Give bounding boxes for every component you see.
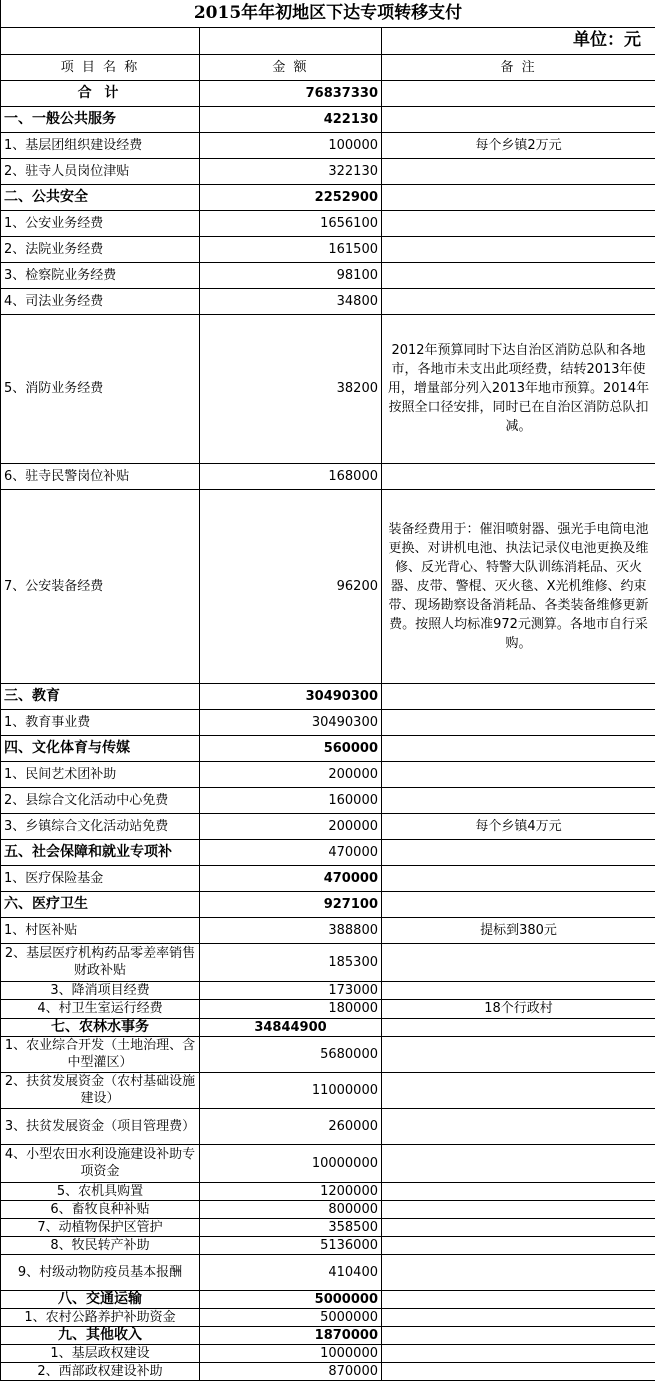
item-amount: 38200 (200, 314, 382, 463)
row-remark (382, 1018, 655, 1036)
row-remark (382, 981, 655, 999)
item-amount: 5680000 (200, 1036, 382, 1072)
item-amount: 5136000 (200, 1236, 382, 1254)
item-label: 3、扶贫发展资金（项目管理费） (1, 1108, 200, 1144)
row-remark (382, 1200, 655, 1218)
item-amount: 410400 (200, 1254, 382, 1290)
item-amount: 260000 (200, 1108, 382, 1144)
row-remark (382, 1072, 655, 1108)
item-amount: 168000 (200, 463, 382, 489)
section-amount: 1870000 (200, 1326, 382, 1344)
row-remark: 每个乡镇2万元 (382, 132, 655, 158)
item-label: 7、动植物保护区管护 (1, 1218, 200, 1236)
item-label: 5、农机具购置 (1, 1182, 200, 1200)
row-remark (382, 1326, 655, 1344)
row-remark (382, 158, 655, 184)
unit-label: 单位：元 (382, 27, 655, 54)
item-amount: 5000000 (200, 1308, 382, 1326)
item-label: 4、小型农田水利设施建设补助专项资金 (1, 1144, 200, 1182)
item-label: 1、教育事业费 (1, 709, 200, 735)
row-remark (382, 463, 655, 489)
row-remark (382, 1254, 655, 1290)
item-label: 2、法院业务经费 (1, 236, 200, 262)
row-remark (382, 184, 655, 210)
row-remark (382, 787, 655, 813)
item-label: 4、村卫生室运行经费 (1, 999, 200, 1018)
item-amount: 1200000 (200, 1182, 382, 1200)
section-amount: 30490300 (200, 683, 382, 709)
page-title: 2015年年初地区下达专项转移支付 (1, 0, 655, 27)
row-remark (382, 1108, 655, 1144)
row-remark (382, 236, 655, 262)
item-label: 1、基层政权建设 (1, 1344, 200, 1362)
column-header-item: 项 目 名 称 (1, 54, 200, 80)
item-label: 3、降消项目经费 (1, 981, 200, 999)
item-label: 6、畜牧良种补贴 (1, 1200, 200, 1218)
section-label: 七、农林水事务 (1, 1018, 200, 1036)
item-amount: 1000000 (200, 1344, 382, 1362)
item-label: 1、基层团组织建设经费 (1, 132, 200, 158)
section-label: 一、一般公共服务 (1, 106, 200, 132)
section-amount: 34844900 (200, 1018, 382, 1036)
section-amount: 470000 (200, 839, 382, 865)
section-amount: 927100 (200, 891, 382, 917)
row-remark (382, 1218, 655, 1236)
item-label: 2、驻寺人员岗位津贴 (1, 158, 200, 184)
item-label: 2、基层医疗机构药品零差率销售财政补贴 (1, 943, 200, 981)
item-amount: 98100 (200, 262, 382, 288)
row-remark (382, 1036, 655, 1072)
row-remark (382, 1362, 655, 1380)
item-amount: 173000 (200, 981, 382, 999)
section-amount: 2252900 (200, 184, 382, 210)
item-label: 6、驻寺民警岗位补贴 (1, 463, 200, 489)
row-remark (382, 1344, 655, 1362)
row-remark (382, 683, 655, 709)
item-amount: 358500 (200, 1218, 382, 1236)
item-amount: 200000 (200, 761, 382, 787)
item-label: 8、牧民转产补助 (1, 1236, 200, 1254)
item-amount: 470000 (200, 865, 382, 891)
item-amount: 185300 (200, 943, 382, 981)
total-remark (382, 80, 655, 106)
item-label: 1、村医补贴 (1, 917, 200, 943)
item-amount: 161500 (200, 236, 382, 262)
item-label: 3、检察院业务经费 (1, 262, 200, 288)
section-label: 四、文化体育与传媒 (1, 735, 200, 761)
row-remark: 提标到380元 (382, 917, 655, 943)
row-remark (382, 865, 655, 891)
row-remark (382, 1308, 655, 1326)
item-amount: 1656100 (200, 210, 382, 236)
row-remark (382, 1236, 655, 1254)
blank-cell (200, 27, 382, 54)
column-header-amount: 金 额 (200, 54, 382, 80)
section-amount: 5000000 (200, 1290, 382, 1308)
item-label: 2、扶贫发展资金（农村基础设施建设） (1, 1072, 200, 1108)
section-label: 三、教育 (1, 683, 200, 709)
row-remark: 2012年预算同时下达自治区消防总队和各地市，各地市未支出此项经费，结转2013年使用，增量部分列入2013年地市预算。2014年按照全口径安排，同时已在自治区消防总队扣减。 (382, 314, 655, 463)
item-label: 9、村级动物防疫员基本报酬 (1, 1254, 200, 1290)
row-remark (382, 761, 655, 787)
item-amount: 388800 (200, 917, 382, 943)
row-remark: 18个行政村 (382, 999, 655, 1018)
row-remark (382, 288, 655, 314)
row-remark (382, 943, 655, 981)
item-label: 2、西部政权建设补助 (1, 1362, 200, 1380)
item-label: 1、农业综合开发（土地治理、含中型灌区） (1, 1036, 200, 1072)
item-label: 1、农村公路养护补助资金 (1, 1308, 200, 1326)
item-label: 4、司法业务经费 (1, 288, 200, 314)
item-amount: 34800 (200, 288, 382, 314)
row-remark (382, 891, 655, 917)
item-amount: 870000 (200, 1362, 382, 1380)
row-remark (382, 210, 655, 236)
row-remark (382, 1144, 655, 1182)
item-amount: 800000 (200, 1200, 382, 1218)
total-amount: 76837330 (200, 80, 382, 106)
section-label: 二、公共安全 (1, 184, 200, 210)
section-label: 九、其他收入 (1, 1326, 200, 1344)
item-label: 7、公安装备经费 (1, 489, 200, 683)
blank-cell (1, 27, 200, 54)
row-remark: 装备经费用于：催泪喷射器、强光手电筒电池更换、对讲机电池、执法记录仪电池更换及维修、反光背心、特警大队训练消耗品、灭火器、皮带、警棍、灭火毯、X光机维修、约束带、现场勘察设备消耗品、各类装备维修更新费。按照人均标准972元测算。各地市自行采购。 (382, 489, 655, 683)
item-amount: 322130 (200, 158, 382, 184)
row-remark (382, 735, 655, 761)
item-amount: 30490300 (200, 709, 382, 735)
item-amount: 96200 (200, 489, 382, 683)
item-amount: 11000000 (200, 1072, 382, 1108)
section-label: 六、医疗卫生 (1, 891, 200, 917)
item-label: 1、公安业务经费 (1, 210, 200, 236)
item-label: 2、县综合文化活动中心免费 (1, 787, 200, 813)
section-label: 五、社会保障和就业专项补 (1, 839, 200, 865)
row-remark (382, 106, 655, 132)
item-label: 5、消防业务经费 (1, 314, 200, 463)
section-amount: 560000 (200, 735, 382, 761)
item-label: 3、乡镇综合文化活动站免费 (1, 813, 200, 839)
row-remark: 每个乡镇4万元 (382, 813, 655, 839)
row-remark (382, 709, 655, 735)
item-amount: 160000 (200, 787, 382, 813)
row-remark (382, 1290, 655, 1308)
item-amount: 180000 (200, 999, 382, 1018)
section-amount: 422130 (200, 106, 382, 132)
total-label: 合 计 (1, 80, 200, 106)
item-amount: 200000 (200, 813, 382, 839)
row-remark (382, 262, 655, 288)
row-remark (382, 839, 655, 865)
item-label: 1、民间艺术团补助 (1, 761, 200, 787)
row-remark (382, 1182, 655, 1200)
item-amount: 100000 (200, 132, 382, 158)
section-label: 八、交通运输 (1, 1290, 200, 1308)
item-label: 1、医疗保险基金 (1, 865, 200, 891)
item-amount: 10000000 (200, 1144, 382, 1182)
column-header-remark: 备 注 (382, 54, 655, 80)
